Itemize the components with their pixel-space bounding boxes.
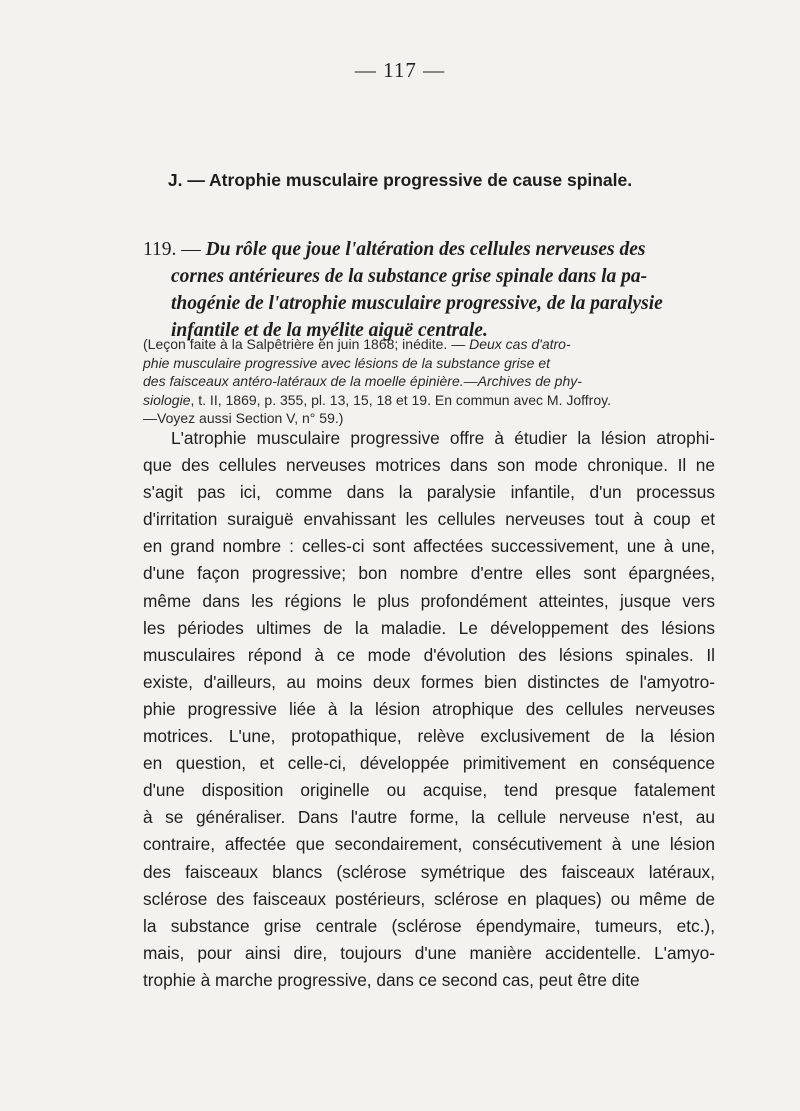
body-line: contraire, affectée que secondairement, consécutivement à une lésion bbox=[143, 834, 715, 855]
body-paragraph bbox=[143, 425, 715, 994]
body-line: que des cellules nerveuses motrices dans son mode chronique. Il ne bbox=[143, 455, 715, 476]
body-line: L'atrophie musculaire progressive offre à étudier la lésion atrophi- bbox=[171, 428, 715, 448]
body-line: sclérose des faisceaux postérieurs, sclérose en plaques) ou même de bbox=[143, 888, 715, 909]
body-line: des faisceaux blancs (sclérose symétrique des faisceaux latéraux, bbox=[143, 861, 715, 882]
note-line: (Leçon faite à la Salpêtrière en juin 1868; inédite. — Deux cas d'atro- bbox=[143, 336, 571, 352]
page-number: — 117 — bbox=[354, 58, 446, 82]
body-line: la substance grise centrale (sclérose épendymaire, tumeurs, etc.), bbox=[143, 915, 715, 936]
bibliographic-note bbox=[143, 335, 713, 428]
body-line: les périodes ultimes de la maladie. Le développement des lésions bbox=[143, 617, 715, 638]
entry-title-line: thogénie de l'atrophie musculaire progressive, de la paralysie bbox=[171, 293, 663, 314]
entry-number: 119. — bbox=[143, 239, 206, 260]
entry-title-line: 119. — Du rôle que joue l'altération des cellules nerveuses des bbox=[143, 239, 646, 260]
note-line: siologie, t. II, 1869, p. 355, pl. 13, 15, 18 et 19. En commun avec M. Joffroy. bbox=[143, 391, 611, 408]
body-line: musculaires répond à ce mode d'évolution des lésions spinales. Il bbox=[143, 644, 715, 665]
note-line: des faisceaux antéro-latéraux de la moelle épinière.—Archives de phy- bbox=[143, 373, 582, 389]
note-line: phie musculaire progressive avec lésions de la substance grise et bbox=[143, 354, 550, 371]
body-line: existe, d'ailleurs, au moins deux formes bien distinctes de l'amyotro- bbox=[143, 671, 715, 692]
section-heading: J. — Atrophie musculaire progressive de cause spinale. bbox=[167, 170, 633, 190]
body-line: trophie à marche progressive, dans ce second cas, peut être dite bbox=[143, 969, 640, 990]
body-line: mais, pour ainsi dire, toujours d'une manière accidentelle. L'amyo- bbox=[143, 942, 715, 963]
entry-title-line: cornes antérieures de la substance grise spinale dans la pa- bbox=[171, 266, 648, 287]
entry-title-block bbox=[143, 236, 703, 344]
body-line: d'une disposition originelle ou acquise, tend presque fatalement bbox=[143, 780, 715, 801]
entry-title-line: infantile et de la myélite aiguë centrale. bbox=[171, 320, 488, 341]
body-line: à se généraliser. Dans l'autre forme, la cellule nerveuse n'est, au bbox=[143, 807, 715, 828]
body-line: motrices. L'une, protopathique, relève exclusivement de la lésion bbox=[143, 726, 715, 747]
note-line: —Voyez aussi Section V, n° 59.) bbox=[143, 410, 344, 426]
body-line: même dans les régions le plus profondément atteintes, jusque vers bbox=[143, 590, 715, 611]
body-line: d'irritation suraiguë envahissant les cellules nerveuses tout à coup et bbox=[143, 509, 715, 530]
body-line: en question, et celle-ci, développée primitivement en conséquence bbox=[143, 753, 715, 774]
body-line: phie progressive liée à la lésion atrophique des cellules nerveuses bbox=[143, 698, 715, 719]
body-line: d'une façon progressive; bon nombre d'entre elles sont épargnées, bbox=[143, 563, 715, 584]
body-line: en grand nombre : celles-ci sont affectées successivement, une à une, bbox=[143, 536, 715, 557]
body-line: s'agit pas ici, comme dans la paralysie infantile, d'un processus bbox=[143, 482, 715, 503]
